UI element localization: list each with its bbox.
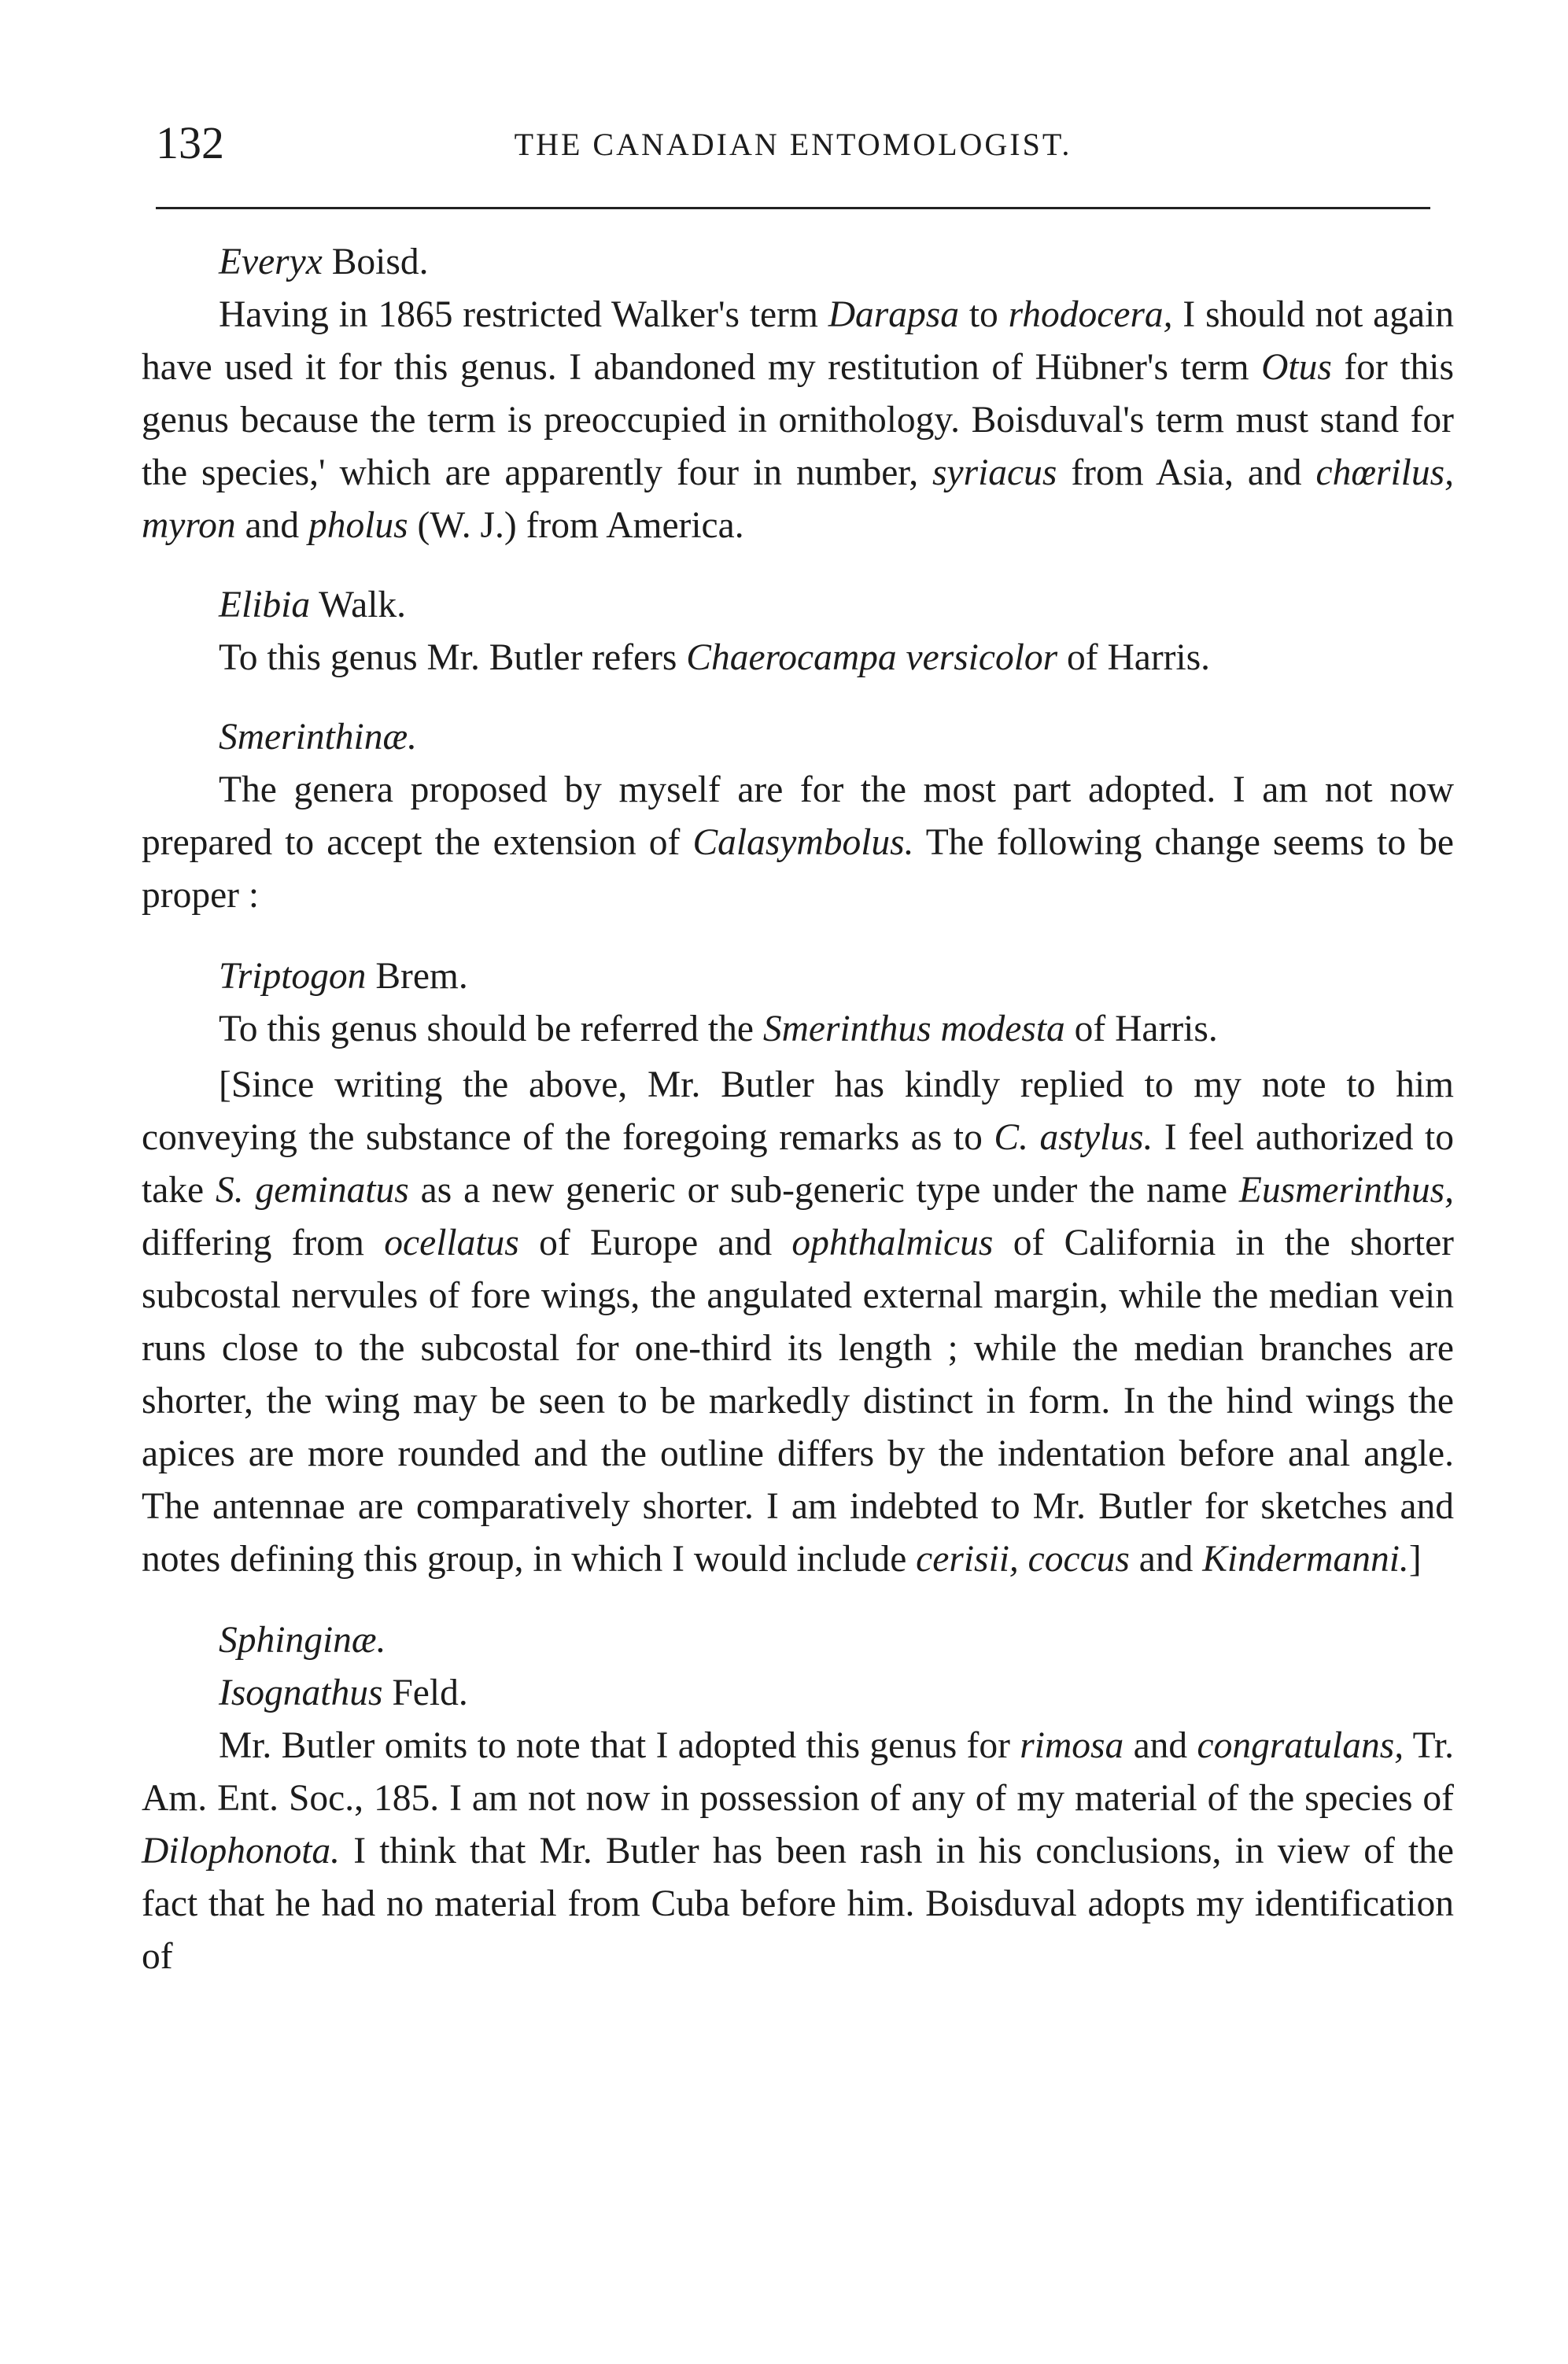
- paragraph-smerinthinae: [142, 764, 1454, 922]
- taxon-name: S. geminatus: [216, 1170, 409, 1211]
- heading-triptogon: [142, 950, 1454, 1003]
- text-run: differing from: [142, 1223, 385, 1263]
- paragraph-bracket-note: [142, 1059, 1454, 1586]
- taxon-name: Dilophonota.: [142, 1831, 341, 1872]
- taxon-name: Calasymbolus.: [692, 822, 914, 863]
- header-rule: [156, 207, 1430, 209]
- heading-isognathus: [142, 1667, 1454, 1720]
- subfamily-name: Sphinginæ.: [219, 1620, 386, 1661]
- taxon-name: C. astylus.: [994, 1117, 1153, 1158]
- heading-everyx: [142, 236, 1454, 289]
- text-run: and: [1123, 1725, 1197, 1766]
- text-run: [Since writing the above, Mr. Butler has kindly replied to my note to him conveying the substance of the foregoing remarks as to: [142, 1064, 1454, 1158]
- paragraph-elibia: [142, 632, 1454, 684]
- taxon-name: cerisii, coccus: [916, 1539, 1130, 1580]
- text-run: Having in 1865 restricted Walker's term: [219, 294, 828, 335]
- taxon-name: Darapsa: [828, 294, 960, 335]
- taxon-name: rhodocera,: [1008, 294, 1173, 335]
- text-run: I feel authorized to take: [142, 1117, 1454, 1211]
- text-run: Tr. Am. Ent. Soc., 185. I am not now in possession of any of my material of the species of: [142, 1725, 1455, 1819]
- paragraph-isognathus: [142, 1720, 1454, 1983]
- taxon-name: Otus: [1261, 347, 1332, 388]
- text-run: ]: [1408, 1539, 1422, 1580]
- taxon-name: chœrilus, myron: [142, 452, 1454, 546]
- author-abbrev: Walk.: [310, 585, 407, 625]
- text-run: The genera proposed by myself are for the most part adopted. I am not now prepared to accept the extension of: [142, 769, 1454, 863]
- text-run: and: [1129, 1539, 1203, 1580]
- taxon-name: Kindermanni.: [1202, 1539, 1409, 1580]
- text-run: To this genus should be referred the: [219, 1009, 763, 1049]
- text-run: and: [235, 505, 308, 546]
- taxon-name: ophthalmicus: [791, 1223, 994, 1263]
- text-run: The following change seems to be proper :: [142, 822, 1454, 916]
- taxon-name: syriacus: [932, 452, 1057, 493]
- taxon-name: Eusmerinthus,: [1238, 1170, 1454, 1211]
- author-abbrev: Feld.: [382, 1673, 468, 1713]
- page-number: 132: [156, 117, 224, 168]
- text-run: of Europe and: [518, 1223, 792, 1263]
- text-run: Mr. Butler omits to note that I adopted this genus for: [219, 1725, 1020, 1766]
- text-run: to: [959, 294, 1009, 335]
- taxon-name: Chaerocampa versicolor: [686, 637, 1058, 678]
- running-title: THE CANADIAN ENTOMOLOGIST.: [514, 127, 1072, 162]
- author-abbrev: Brem.: [366, 956, 468, 997]
- heading-sphinginae: [142, 1614, 1454, 1667]
- author-abbrev: Boisd.: [322, 242, 429, 282]
- text-run: of California in the shorter subcostal nervules of fore wings, the angulated external margin, while the median vein runs close to the subcostal for one-third its length ; while the median branches are shorter, the wing may be seen to be markedly distinct in form. In the hind wings the apices are more rounded and the outline differs by the indentation before anal angle. The antennae are comparatively shorter. I am indebted to Mr. Butler for sketches and notes defining this group, in which I would include: [142, 1223, 1454, 1580]
- taxon-name: congratulans,: [1197, 1725, 1404, 1766]
- text-run: as a new generic or sub-generic type under the name: [408, 1170, 1239, 1211]
- paragraph-triptogon: [142, 1003, 1454, 1056]
- text-run: (W. J.) from America.: [408, 505, 744, 546]
- subfamily-name: Smerinthinæ.: [219, 717, 418, 758]
- text-run: To this genus Mr. Butler refers: [219, 637, 687, 678]
- taxon-name: Smerinthus modesta: [762, 1009, 1065, 1049]
- page-header: [156, 109, 1430, 179]
- text-run: for this genus because the term is preoccupied in ornithology. Boisduval's term must stand for the species,' which are apparently four in number,: [142, 347, 1454, 493]
- heading-elibia: [142, 579, 1454, 632]
- genus-name: Everyx: [219, 242, 323, 282]
- genus-name: Isognathus: [219, 1673, 383, 1713]
- genus-name: Elibia: [219, 585, 311, 625]
- text-run: from Asia, and: [1057, 452, 1316, 493]
- text-run: I should not again have used it for this genus. I abandoned my restitution of Hübner's term: [142, 294, 1454, 388]
- text-run: of Harris.: [1064, 1009, 1218, 1049]
- heading-smerinthinae: [142, 711, 1454, 764]
- body-text: [142, 236, 1454, 1983]
- paragraph-everyx: [142, 289, 1454, 552]
- text-run: of Harris.: [1057, 637, 1211, 678]
- taxon-name: pholus: [308, 505, 408, 546]
- taxon-name: ocellatus: [384, 1223, 519, 1263]
- taxon-name: rimosa: [1020, 1725, 1124, 1766]
- text-run: I think that Mr. Butler has been rash in his conclusions, in view of the fact that he had no material from Cuba before him. Boisduval adopts my identification of: [142, 1831, 1454, 1977]
- genus-name: Triptogon: [219, 956, 367, 997]
